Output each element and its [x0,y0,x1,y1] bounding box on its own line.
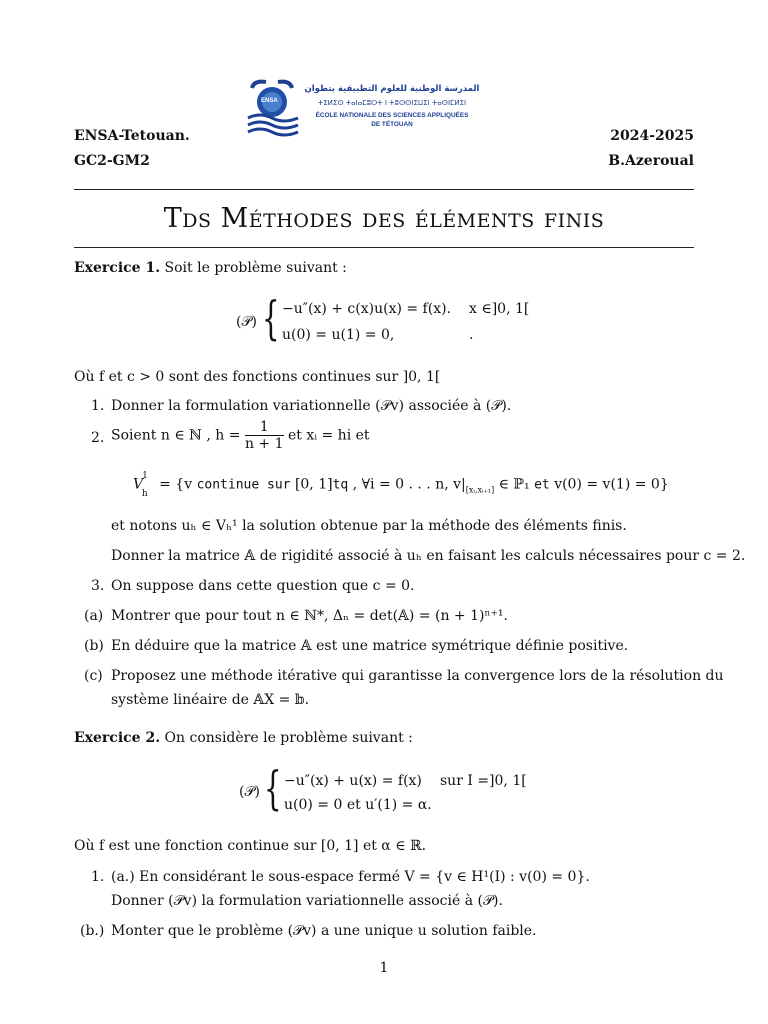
ex1-q3-text: On suppose dans cette question que c = 0. [111,578,415,594]
ex1-qa-text: Montrer que pour tout n ∈ ℕ*, Δₙ = det(𝔸) = (n + 1)ⁿ⁺¹. [111,608,508,624]
ex1-qb-text: En déduire que la matrice 𝔸 est une matrice symétrique définie positive. [111,638,629,654]
ex2-problem-label: (𝒫) [239,784,261,800]
ex1-equation-1: −u″(x) + c(x)u(x) = f(x). [282,301,452,317]
ex1-q3-number: 3. [91,578,105,594]
exercise-1-intro [74,259,347,277]
ex1-q2-part-a: Soient n ∈ ℕ , h = [111,427,241,444]
ex1-vh-definition: $V^1_h = \{v$ continue sur [0, 1]tq , ∀i = 0 . . . n, $v|_{[xᵢ,xᵢ_{+1}]}$ ∈ ℙ₁ et v(0) = v(1) = 0} [133,471,669,500]
ex1-system-brace: { [262,291,280,345]
exercise-2-intro [74,729,413,747]
top-rule [74,189,694,190]
ex1-q2-part-b: et xᵢ = hi et [287,427,370,444]
logo-french-line-1: ÉCOLE NATIONALE DES SCIENCES APPLIQUÉES [315,112,469,119]
ex2-q1-number: 1. [91,869,105,885]
ex1-problem-label: (𝒫) [236,314,258,330]
ex2-equation-1: −u″(x) + u(x) = f(x) [284,773,422,789]
ex1-notation: et notons uₕ ∈ Vₕ¹ la solution obtenue par la méthode des éléments finis. [111,518,627,534]
ex2-qb-number: (b.) [80,923,105,939]
header-year: 2024-2025 [610,128,694,144]
ensa-logo [246,78,480,140]
vh-set-open: = {v [159,476,193,493]
vh-interval: [0, 1] [294,476,333,493]
vh-boundary-condition: v(0) = v(1) = 0} [554,476,669,493]
header-author: B.Azeroual [608,153,694,169]
exercise-2-label: Exercice 2. [74,730,161,746]
logo-tifinagh-text: ⵜⵉⵍⵉⵙ ⵜⴰⵏⴰⵎⵓⵔⵜ ⵏ ⵜⵓⵙⵙⵏⵉⵡⵉⵏ ⵜⴰⵙⵏⵎⵍⵉⵏ [317,99,467,107]
vh-et-text: et [534,477,550,493]
ex2-equation-1-domain: sur I =]0, 1[ [440,773,527,789]
vh-continue-text: continue sur [196,477,291,493]
vh-tq-text: tq [332,477,349,493]
vh-p1-space: ∈ ℙ₁ [498,476,530,493]
vh-condition: , ∀i = 0 . . . n, v| [352,476,466,493]
ex1-q2-text [111,419,370,452]
ex1-equation-2-end: . [469,327,474,343]
ex2-hypothesis: Où f est une fonction continue sur [0, 1] et α ∈ ℝ. [74,838,427,854]
ex1-h-fraction [245,419,284,452]
ex1-equation-1-domain: x ∈]0, 1[ [469,301,530,317]
page-title: Tds Méthodes des éléments finis [163,203,605,234]
ex1-qb-number: (b) [84,638,104,654]
ex2-q1a-text-2: Donner (𝒫v) la formulation variationnelle associé à (𝒫). [111,893,503,909]
page-number: 1 [379,960,389,976]
header-class: GC2-GM2 [74,153,150,169]
exercise-1-text: Soit le problème suivant : [164,260,347,276]
logo-badge: ENSA [261,98,278,104]
header-school: ENSA-Tetouan. [74,128,190,144]
fraction-numerator: 1 [245,419,284,436]
ex1-qc-number: (c) [84,668,103,684]
ex2-q1a-text: (a.) En considérant le sous-espace fermé V = {v ∈ H¹(I) : v(0) = 0}. [111,869,590,885]
ex1-stiffness-question: Donner la matrice 𝔸 de rigidité associé à uₕ en faisant les calculs nécessaires pour c = 2. [111,548,746,564]
ex1-hypothesis: Où f et c > 0 sont des fonctions continues sur ]0, 1[ [74,369,441,385]
ex1-qc-text-line-1: Proposez une méthode itérative qui garantisse la convergence lors de la résolution du [111,668,724,684]
ex1-qa-number: (a) [84,608,104,624]
ex1-equation-2: u(0) = u(1) = 0, [282,327,395,343]
title-rule [74,247,694,248]
ex1-qc-text-line-2: système linéaire de 𝔸X = 𝕓. [111,692,310,708]
vh-symbol: V [133,476,144,493]
ex1-q1-number: 1. [91,398,105,414]
exercise-1-label: Exercice 1. [74,260,161,276]
ex2-qb-text: Monter que le problème (𝒫v) a une unique u solution faible. [111,923,537,939]
ex2-equation-2: u(0) = 0 et u′(1) = α. [284,797,432,813]
ex1-q2-number: 2. [91,430,105,446]
logo-arabic-text: المدرسة الوطنية للعلوم التطبيقية بتطوان [304,84,480,94]
ex2-system-brace: { [264,761,282,815]
logo-french-line-2: DE TÉTOUAN [371,121,413,128]
fraction-denominator: n + 1 [244,436,284,452]
exercise-2-text: On considère le problème suivant : [164,730,413,746]
ex1-q1-text: Donner la formulation variationnelle (𝒫v) associée à (𝒫). [111,398,512,414]
